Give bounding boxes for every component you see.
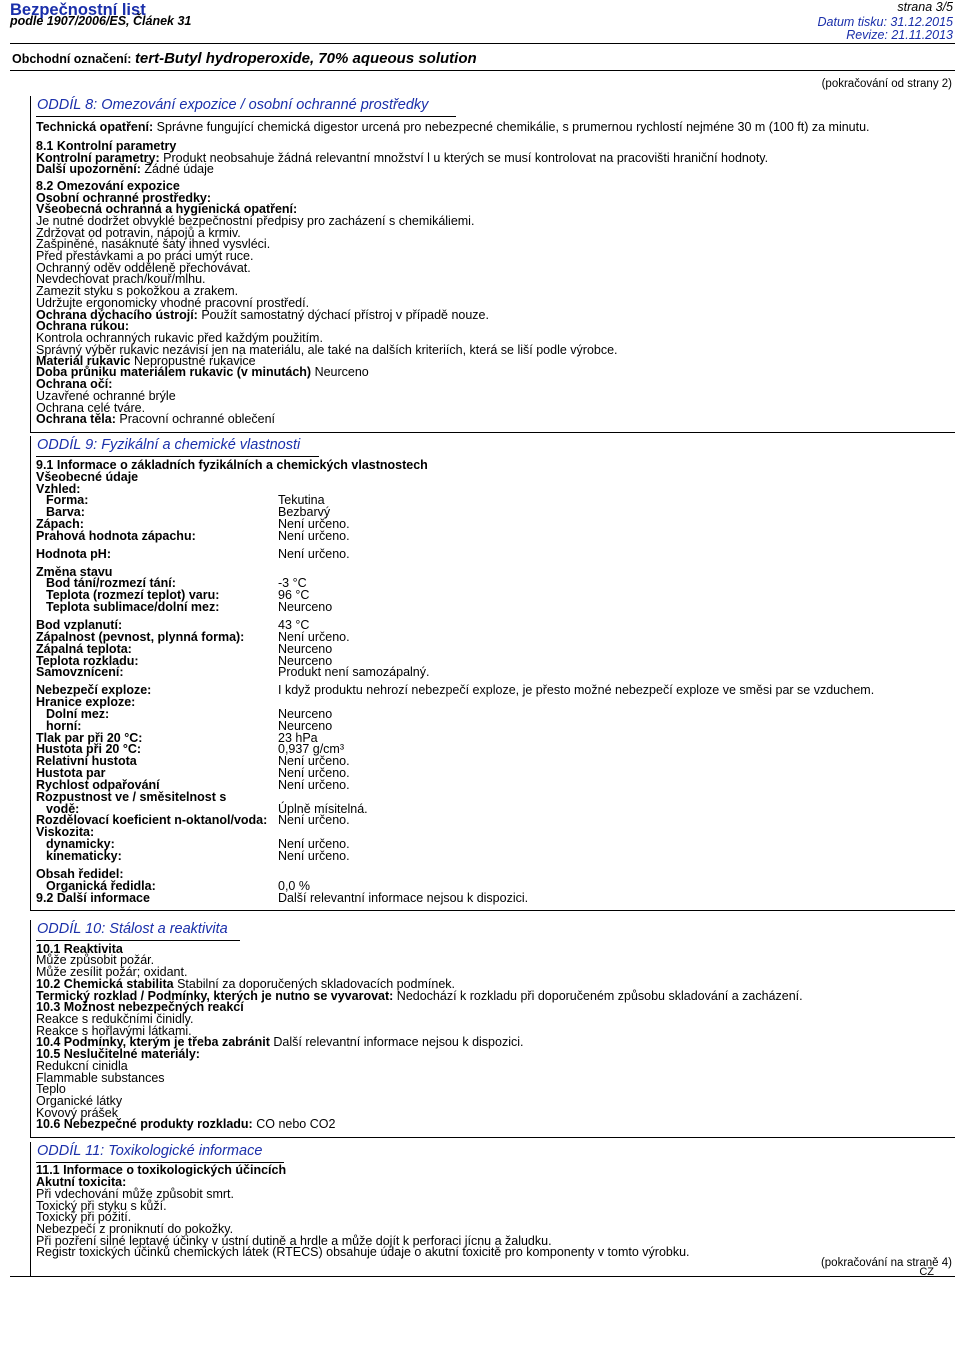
prop-value: 0,0 % (278, 878, 310, 893)
respiratory-label: Ochrana dýchacího ústrojí: (36, 308, 198, 322)
hygiene-line: Před přestávkami a po práci umýt ruce. (36, 249, 254, 264)
prop-value: Neurceno (278, 706, 333, 721)
incompatible-line: Redukcní cinidla (36, 1059, 128, 1073)
prop-label: Rychlost odpařování (36, 777, 160, 792)
body-protection-text: Pracovní ochranné oblečení (119, 412, 276, 426)
thermal-text: Nedochází k rozkladu při doporučeném způsobu skladování a zacházení. (396, 989, 803, 1003)
toxicity-line: Při pozření silné leptavé účinky v ústní dutině a hrdle a může dojít k perforaci jícnu a žaludku. (36, 1233, 552, 1248)
reactivity-list (36, 955, 187, 978)
toxicity-list (36, 1189, 690, 1259)
stability-text: Stabilní za doporučených skladovacích podmínek. (177, 977, 456, 991)
prop-value: Tekutina (278, 493, 325, 507)
hygiene-list (36, 216, 474, 310)
continued-from: (pokračování od strany 2) (821, 78, 952, 90)
incompatible-line: Teplo (36, 1082, 66, 1097)
prop-label: Relativní hustota (36, 754, 137, 769)
prop-value: Není určeno. (278, 766, 350, 781)
reactivity-line: Může zesílit požár; oxidant. (36, 964, 188, 979)
prop-label: horní: (46, 718, 82, 733)
section-10-underline (36, 940, 240, 941)
section-8-title: ODDÍL 8: Omezování expozice / osobní ochranné prostředky (37, 97, 429, 113)
decomposition-label: 10.6 Nebezpečné produkty rozkladu: (36, 1117, 253, 1131)
prop-label: Zápach: (36, 516, 84, 531)
hazardous-reactions-list (36, 1014, 193, 1037)
hygiene-line: Ochranný oděv odděleně přechovávat. (36, 260, 251, 275)
prop-value: Produkt není samozápalný. (278, 665, 430, 680)
acute-toxicity-heading: Akutní toxicita: (36, 1175, 127, 1189)
prop-label: Rozdělovací koeficient n-oktanol/voda: (36, 813, 268, 828)
prop-value: 96 °C (278, 587, 310, 602)
general-info-heading: Všeobecné údaje (36, 470, 139, 484)
prop-value: Úplně mísitelná. (278, 801, 368, 816)
prop-label: Viskozita: (36, 825, 95, 840)
section-9-bracket (30, 436, 31, 910)
tech-measures-row (36, 122, 870, 134)
incompatible-line: Organické látky (36, 1094, 123, 1109)
section-11-bracket (30, 1142, 31, 1276)
incompatible-line: Kovový prášek (36, 1105, 118, 1120)
glove-material-label: Materiál rukavic (36, 354, 131, 368)
stability-label: 10.2 Chemická stabilita (36, 977, 174, 991)
body-protection-label: Ochrana těla: (36, 412, 116, 426)
glove-material-text: Nepropustné rukavice (133, 354, 256, 368)
prop-value: Neurceno (278, 641, 333, 656)
trade-name-divider (10, 70, 955, 71)
prop-label: Tlak par při 20 °C: (36, 730, 143, 745)
thermal-label: Termický rozklad / Podmínky, kterých je nutno se vyvarovat: (36, 989, 394, 1003)
prop-label: Hustota par (36, 766, 106, 781)
prop-value: Není určeno. (278, 528, 350, 543)
prop-value: Neurceno (278, 718, 333, 733)
hand-protection-heading: Ochrana rukou: (36, 319, 130, 333)
prop-value: Není určeno. (278, 516, 350, 531)
prop-label: Hustota při 20 °C: (36, 742, 142, 757)
toxicity-line: Registr toxických účinků chemických látek (RTECS) obsahuje údaje o akutní toxicitě pro komponenty v tomto výrobku. (36, 1245, 690, 1260)
prop-value: Není určeno. (278, 837, 350, 852)
tech-measures-text: Správne fungující chemická digestor urcená pro nebezpecné chemikálie, s prumernou rychlostí nejméne 30 m (100 ft) za minutu. (156, 120, 870, 134)
respiratory-text: Použít samostatný dýchací přístroj v případě nouze. (201, 308, 489, 322)
prop-label: Bod tání/rozmezí tání: (46, 576, 176, 590)
hygiene-line: Je nutné dodržet obvyklé bezpečnostní předpisy pro zacházení s chemikáliemi. (36, 214, 475, 228)
toxicity-line: Toxický při požití. (36, 1210, 132, 1225)
section-10-bracket (30, 920, 31, 1137)
tech-measures-label: Technická opatření: (36, 120, 154, 134)
hand-protection-line: Kontrola ochranných rukavic před každým použitím. (36, 331, 323, 345)
subsection-8-2: 8.2 Omezování expozice (36, 179, 180, 193)
explosion-value: I když produktu nehrozí nebezpečí exploze, je přesto možné nebezpečí exploze ve směsi par se vzduchem. (278, 683, 875, 697)
prop-label: Prahová hodnota zápachu: (36, 528, 196, 543)
state-change-heading: Změna stavu (36, 565, 113, 579)
revision-date: Revize: 21.11.2013 (846, 28, 953, 42)
prop-value: 23 hPa (278, 730, 318, 745)
prop-value: Další relevantní informace nejsou k dispozici. (278, 890, 529, 905)
decomposition-text: CO nebo CO2 (256, 1117, 336, 1131)
prop-label: Rozpustnost ve / směsitelnost s (36, 789, 227, 804)
prop-label: Bod vzplanutí: (36, 618, 123, 632)
prop-label: kinematicky: (46, 848, 122, 863)
prop-value: Není určeno. (278, 629, 350, 644)
page-bottom-rule (10, 1276, 955, 1277)
prop-value: Neurceno (278, 653, 333, 668)
section-8-underline (36, 116, 456, 117)
prop-value: Není určeno. (278, 848, 350, 863)
glove-time-text: Neurceno (314, 365, 369, 379)
further-notes-label: Další upozornění: (36, 162, 141, 176)
prop-label: Organická ředidla: (46, 878, 156, 893)
toxicity-line: Toxický při styku s kůží. (36, 1198, 167, 1213)
prop-value: Není určeno. (278, 777, 350, 792)
prop-label: dynamicky: (46, 837, 115, 852)
continued-on: (pokračování na straně 4) (820, 1257, 952, 1269)
hazardous-reaction-line: Reakce s hořlavými látkami. (36, 1023, 192, 1038)
prop-label: Obsah ředidel: (36, 867, 124, 881)
subsection-11-1: 11.1 Informace o toxikologických účincích (36, 1163, 287, 1177)
trade-name: tert-Butyl hydroperoxide, 70% aqueous solution (134, 50, 477, 67)
eye-protection-list (36, 391, 176, 414)
hygiene-line: Udržujte ergonomicky vhodné pracovní prostředí. (36, 295, 310, 310)
subsection-8-1: 8.1 Kontrolní parametry (36, 139, 177, 153)
prop-value: Není určeno. (278, 813, 350, 828)
section-10-title: ODDÍL 10: Stálost a reaktivita (37, 921, 228, 937)
subsection-10-5: 10.5 Neslučitelné materiály: (36, 1047, 200, 1061)
prop-value: Není určeno. (278, 754, 350, 769)
prop-value: Neurceno (278, 599, 333, 614)
control-params-text: Produkt neobsahuje žádná relevantní množství l u kterých se musí kontrolovat na pracovišti hraniční hodnoty. (163, 151, 769, 165)
reactivity-line: Může způsobit požár. (36, 953, 155, 967)
further-notes-text: Žádné údaje (144, 162, 214, 176)
print-date: Datum tisku: 31.12.2015 (817, 15, 953, 29)
section-11-title: ODDÍL 11: Toxikologické informace (37, 1143, 263, 1159)
trade-name-row (12, 50, 477, 67)
prop-label: Hranice exploze: (36, 695, 136, 709)
control-params-label: Kontrolní parametry: (36, 151, 160, 165)
ph-value: Není určeno. (278, 547, 350, 561)
language-code: CZ (919, 1266, 934, 1278)
prop-label: Barva: (46, 504, 85, 519)
section-9-title: ODDÍL 9: Fyzikální a chemické vlastnosti (37, 437, 301, 453)
prop-label: 9.2 Další informace (36, 890, 150, 905)
hazardous-reaction-line: Reakce s redukčními činidly. (36, 1012, 194, 1026)
section-10-end (30, 1137, 955, 1138)
document-title: Bezpečnostní list (10, 1, 146, 19)
conditions-label: 10.4 Podmínky, kterým je třeba zabránit (36, 1035, 270, 1049)
glove-time-label: Doba průniku materiálem rukavic (v minutách) (36, 365, 312, 379)
prop-label: Zápalná teplota: (36, 641, 132, 656)
prop-label: Teplota sublimace/dolní mez: (46, 599, 220, 614)
body-protection-row (36, 414, 275, 426)
appearance-heading: Vzhled: (36, 482, 81, 496)
incompatible-list (36, 1061, 165, 1119)
regulation-reference: podle 1907/2006/ES, Článek 31 (10, 14, 192, 28)
section-9-end (30, 910, 955, 911)
explosion-label: Nebezpečí exploze: (36, 683, 152, 697)
hand-protection-list (36, 333, 618, 356)
further-notes-row (36, 164, 214, 176)
prop-value: Bezbarvý (278, 504, 331, 519)
page-number: strana 3/5 (897, 0, 953, 14)
header-divider (10, 43, 955, 44)
ppe-heading: Osobní ochranné prostředky: (36, 191, 212, 205)
prop-value: 43 °C (278, 618, 310, 632)
subsection-9-1: 9.1 Informace o základních fyzikálních a chemických vlastnostech (36, 458, 428, 472)
prop-value: 0,937 g/cm³ (278, 742, 345, 757)
section-8-bracket (30, 96, 31, 432)
prop-label: Teplota rozkladu: (36, 653, 139, 668)
prop-label: Forma: (46, 493, 89, 507)
ph-label: Hodnota pH: (36, 547, 111, 561)
hygiene-heading: Všeobecná ochranná a hygienická opatření: (36, 202, 298, 216)
conditions-text: Další relevantní informace nejsou k dispozici. (273, 1035, 524, 1049)
eye-protection-line: Uzavřené ochranné brýle (36, 389, 176, 403)
section-8-end (30, 432, 955, 433)
section-9-underline (36, 456, 319, 457)
prop-label: Samovznícení: (36, 665, 124, 680)
subsection-10-1: 10.1 Reaktivita (36, 942, 123, 956)
hygiene-line: Zašpiněné, nasáknuté šaty ihned vysvléci. (36, 237, 271, 252)
prop-label: Zápalnost (pevnost, plynná forma): (36, 629, 245, 644)
hand-protection-line: Správný výběr rukavic nezávisí jen na materiálu, ale také na dalších kriteriích, která se liší podle výrobce. (36, 342, 618, 357)
subsection-10-3: 10.3 Možnost nebezpečných reakcí (36, 1000, 244, 1014)
decomposition-row (36, 1119, 335, 1131)
prop-label: vodě: (46, 801, 80, 816)
toxicity-line: Při vdechování může způsobit smrt. (36, 1187, 234, 1201)
incompatible-line: Flammable substances (36, 1070, 165, 1085)
hygiene-line: Zdržovat od potravin, nápojů a krmiv. (36, 225, 241, 240)
hygiene-line: Nevdechovat prach/kouř/mlhu. (36, 272, 206, 287)
eye-protection-line: Ochrana celé tváre. (36, 400, 146, 415)
eye-protection-heading: Ochrana očí: (36, 377, 113, 391)
hygiene-line: Zamezit styku s pokožkou a zrakem. (36, 284, 239, 299)
prop-value: -3 °C (278, 576, 307, 590)
trade-name-label: Obchodní označení: (12, 52, 132, 66)
toxicity-line: Nebezpečí z proniknutí do pokožky. (36, 1222, 234, 1237)
prop-label: Dolní mez: (46, 706, 110, 721)
prop-label: Teplota (rozmezí teplot) varu: (46, 587, 220, 602)
